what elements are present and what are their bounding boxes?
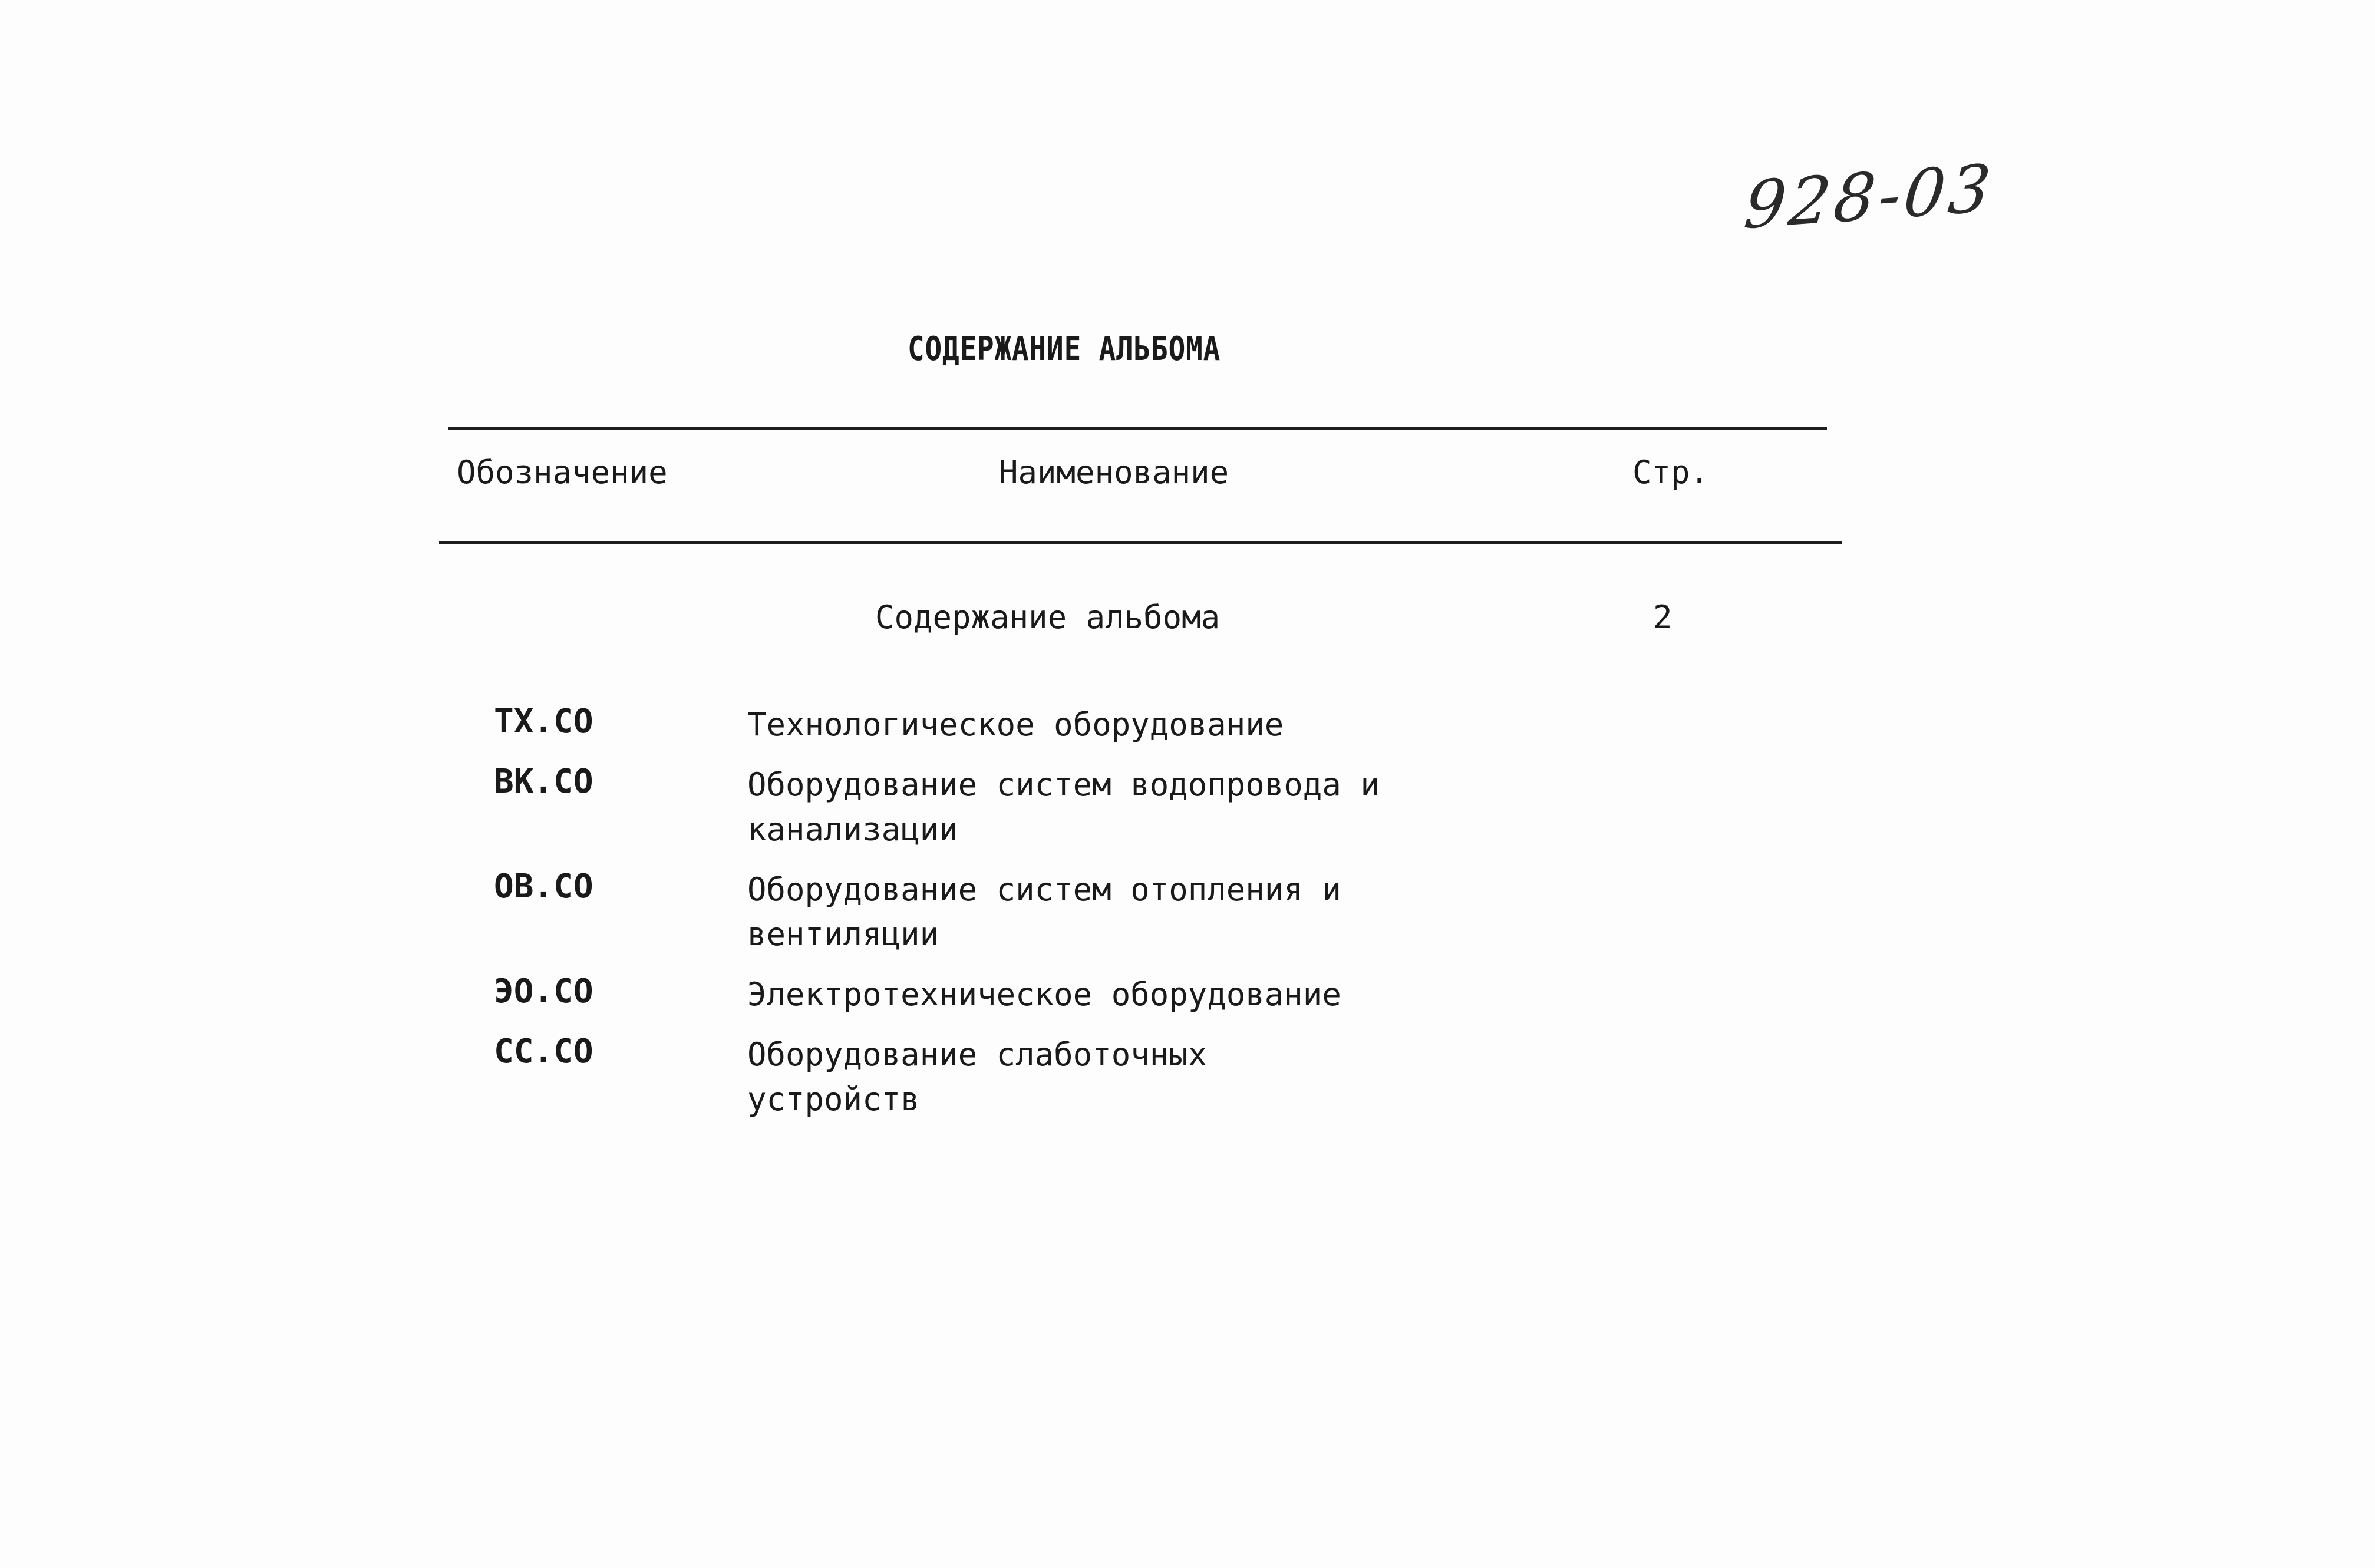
row-name: Оборудование слаботочных устройств (747, 1036, 1208, 1118)
intro-row-page: 2 (1653, 599, 1673, 636)
row-name: Оборудование систем отопления и вентиляции (747, 871, 1341, 953)
row-code: ОВ.СО (494, 867, 593, 906)
row-code: СС.СО (494, 1032, 593, 1071)
document-number: 928-03 (1740, 150, 1998, 244)
header-designation: Обозначение (457, 454, 668, 491)
row-name: Оборудование систем водопровода и канализации (747, 766, 1380, 848)
header-name: Наименование (999, 454, 1229, 491)
intro-row-name: Содержание альбома (875, 599, 1221, 636)
row-code: ЭО.СО (494, 972, 593, 1011)
row-name: Технологическое оборудование (747, 706, 1284, 743)
table-header-rule (439, 541, 1842, 544)
page-title: СОДЕРЖАНИЕ АЛЬБОМА (908, 330, 1221, 368)
table-top-rule (448, 427, 1827, 430)
header-page: Стр. (1632, 454, 1710, 491)
row-name: Электротехническое оборудование (747, 976, 1341, 1013)
row-code: ТХ.СО (494, 702, 593, 741)
row-code: ВК.СО (494, 762, 593, 801)
